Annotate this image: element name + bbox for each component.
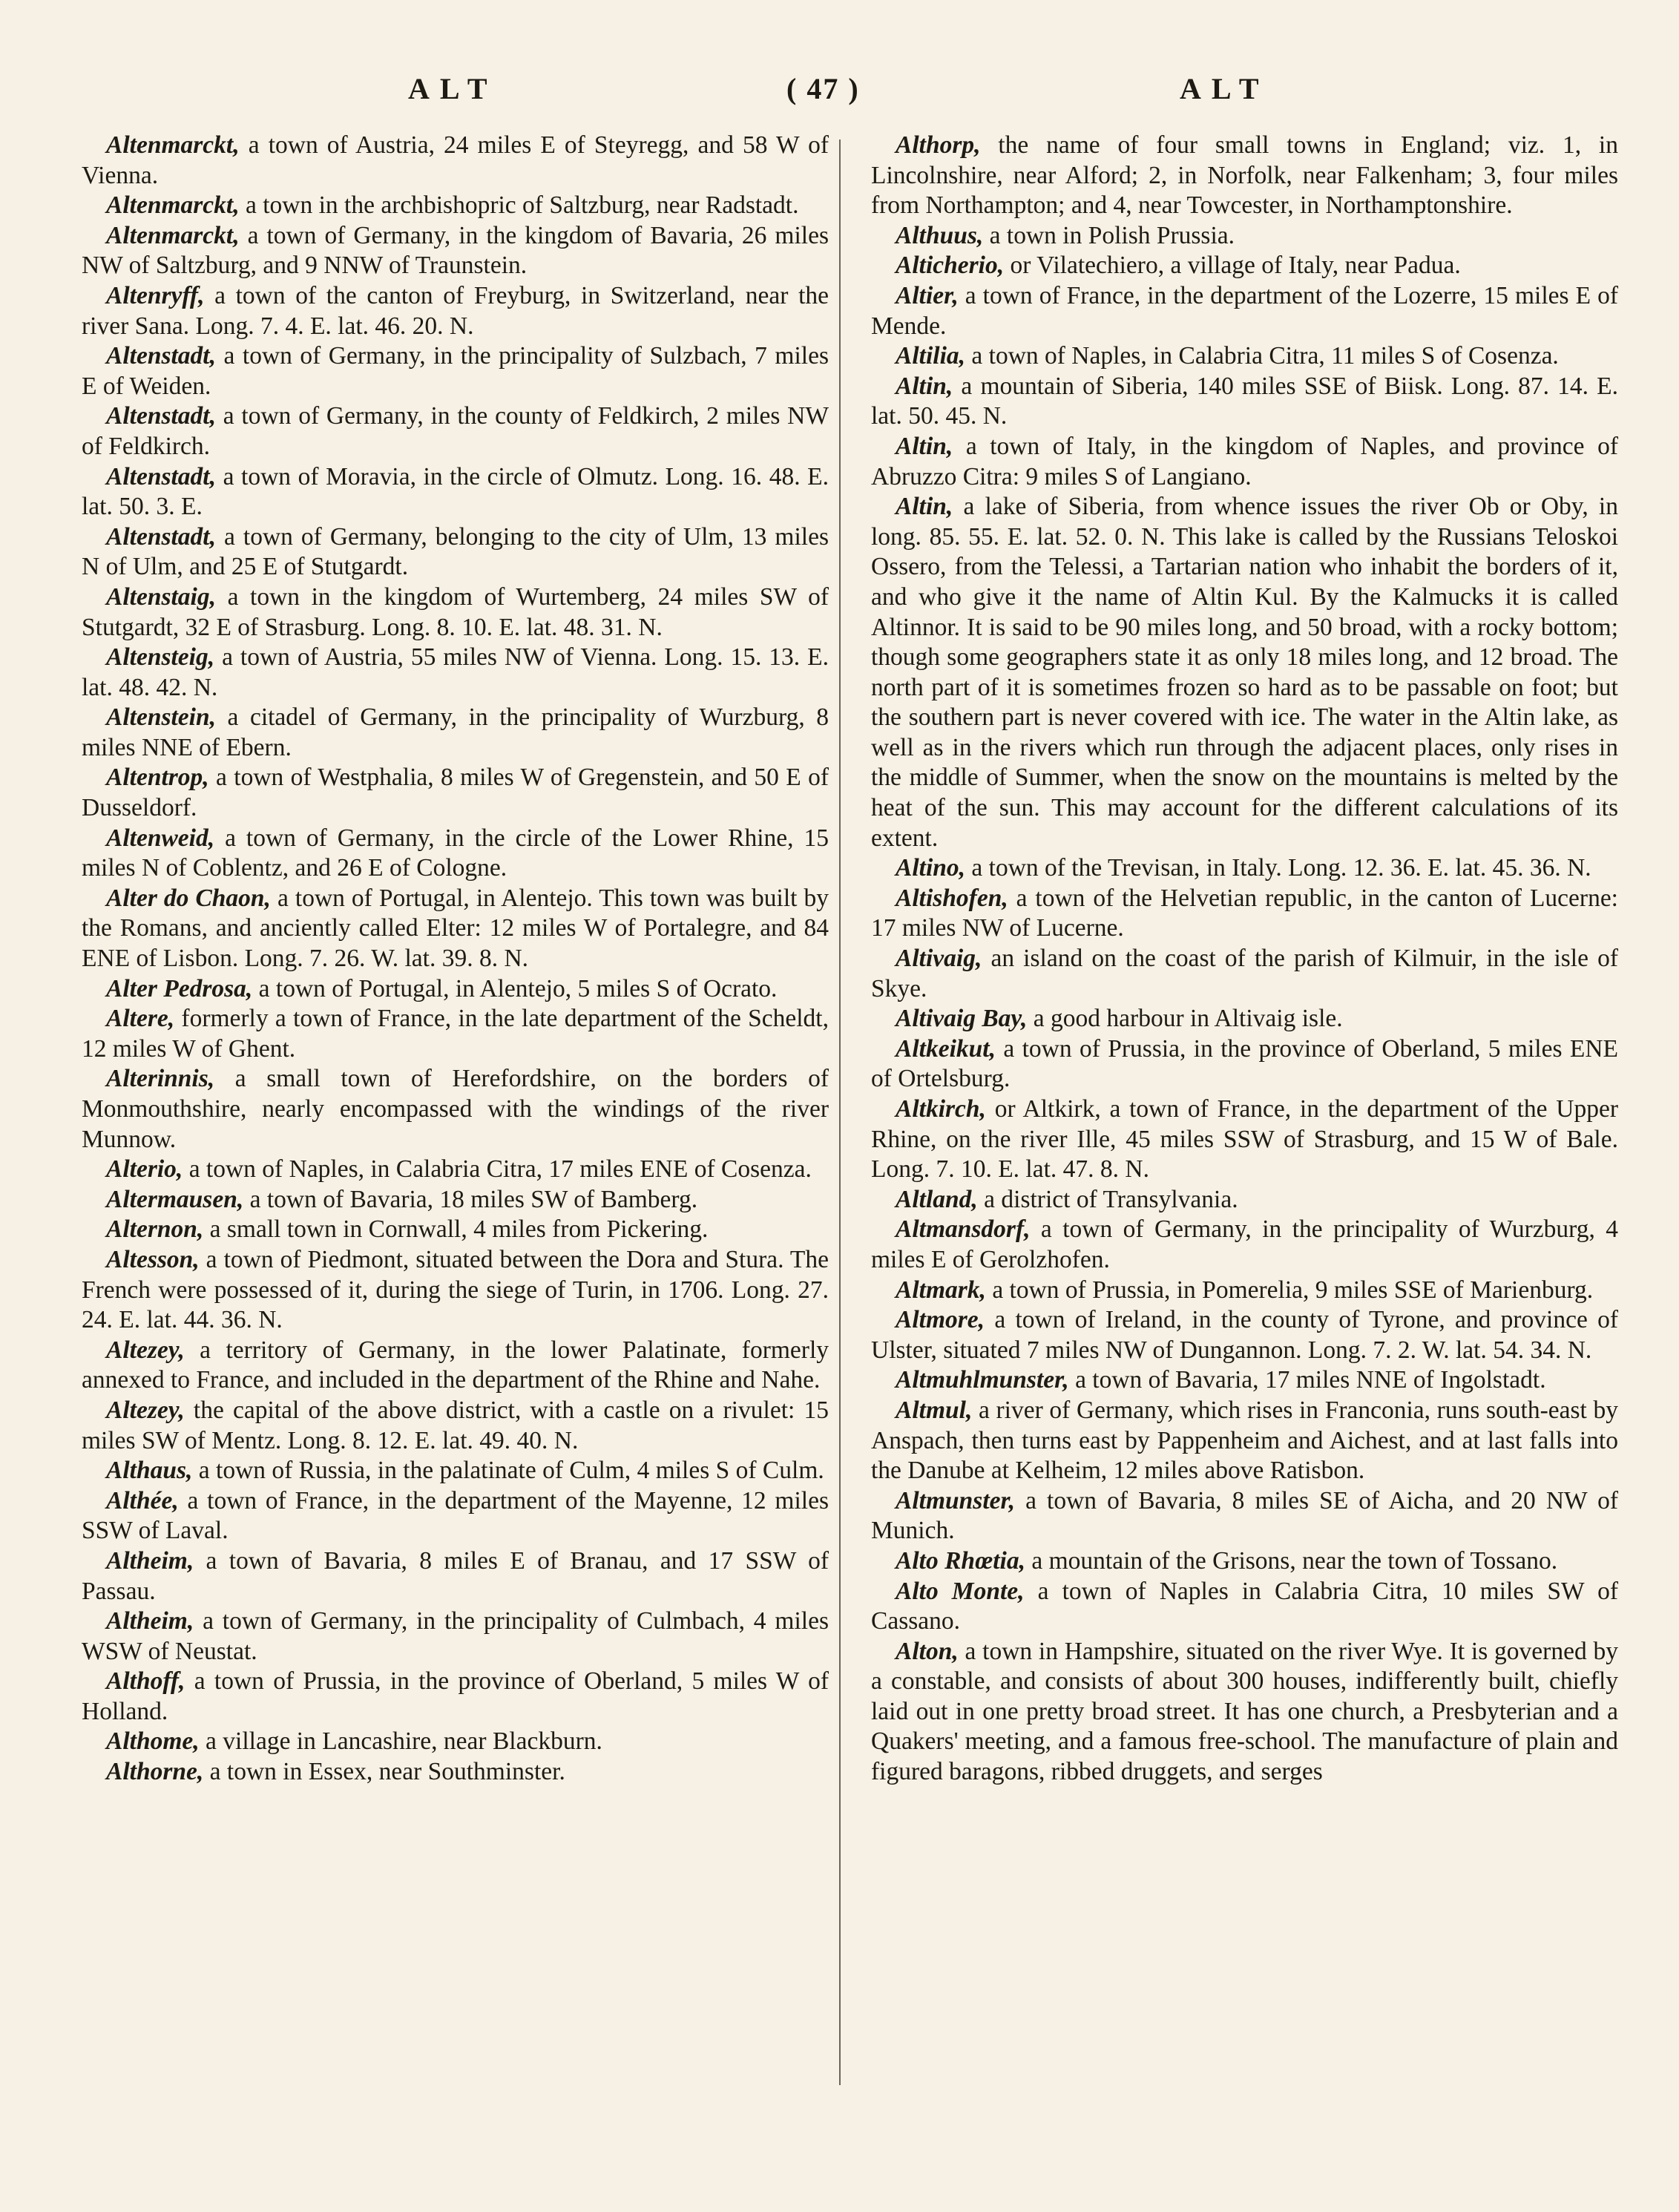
- entry-description: a town of Prussia, in the province of Oberland, 5 miles W of Holland.: [82, 1667, 829, 1725]
- entry-description: a good harbour in Altivaig isle.: [1027, 1005, 1343, 1033]
- gazetteer-entry: [82, 341, 829, 401]
- header-right-catchword: ALT: [1180, 72, 1269, 105]
- entry-description: a lake of Siberia, from whence issues the river Ob or Oby, in long. 85. 55. E. lat. 52. 0. N. This lake is called by the Russians Teloskoi Ossero, from the Telessi, a Tartarian nation who inhabit the borders of it, and who give it the name of Altin Kul. By the Kalmucks it is called Altinnor. It is said to be 90 miles long, and 50 broad, with a rocky bottom; though some geographers state it as only 18 miles long, and 12 broad. The north part of it is sometimes frozen so hard as to be passable on foot; but the southern part is never covered with ice. The water in the Altin lake, as well as in the rivers which run through the adjacent places, only rises in the middle of Summer, when the snow on the mountains is melted by the heat of the sun. This may account for the different calculations of its extent.: [871, 493, 1618, 852]
- entry-headword: Altivaig,: [896, 945, 982, 973]
- entry-headword: Altezey,: [106, 1336, 185, 1364]
- entry-headword: Alticherio,: [896, 252, 1005, 280]
- entry-headword: Altmark,: [896, 1276, 986, 1304]
- entry-headword: Altin,: [896, 493, 953, 521]
- entry-headword: Altishofen,: [896, 884, 1008, 912]
- entry-description: a town of Germany, in the circle of the Lower Rhine, 15 miles N of Coblentz, and 26 E of Cologne.: [82, 824, 829, 882]
- entry-headword: Altenstaig,: [106, 582, 216, 611]
- gazetteer-entry: [871, 131, 1618, 221]
- entry-description: a town of the Trevisan, in Italy. Long. 12. 36. E. lat. 45. 36. N.: [965, 854, 1591, 882]
- gazetteer-entry: [82, 824, 829, 884]
- entry-headword: Altensteig,: [106, 643, 215, 672]
- gazetteer-entry: [82, 401, 829, 462]
- gazetteer-entry: [82, 582, 829, 643]
- entry-description: a town of the Helvetian republic, in the canton of Lucerne: 17 miles NW of Lucerne.: [871, 884, 1618, 942]
- entry-headword: Althuus,: [896, 221, 984, 249]
- gazetteer-entry: [82, 1757, 829, 1788]
- entry-headword: Althorne,: [106, 1758, 204, 1786]
- gazetteer-entry: [82, 462, 829, 522]
- gazetteer-entry: [82, 1607, 829, 1667]
- gazetteer-entry: [82, 1155, 829, 1185]
- entry-description: the name of four small towns in England; viz. 1, in Lincolnshire, near Alford; 2, in Norfolk, near Falkenham; 3, four miles from Northampton; and 4, near Towcester, in Northamptonshire.: [871, 131, 1618, 220]
- left-column: [82, 131, 829, 1788]
- entry-headword: Althorp,: [896, 131, 981, 159]
- entry-description: a small town of Herefordshire, on the borders of Monmouthshire, nearly encompassed with the windings of the river Munnow.: [82, 1065, 829, 1153]
- gazetteer-entry: [82, 1064, 829, 1155]
- entry-headword: Altmansdorf,: [896, 1215, 1031, 1244]
- entry-headword: Altin,: [896, 432, 953, 460]
- gazetteer-entry: [82, 1215, 829, 1245]
- gazetteer-entry: [82, 131, 829, 191]
- entry-description: formerly a town of France, in the late department of the Scheldt, 12 miles W of Ghent.: [82, 1005, 829, 1063]
- entry-description: a territory of Germany, in the lower Palatinate, formerly annexed to France, and included in the department of the Rhine and Nahe.: [82, 1336, 829, 1394]
- gazetteer-entry: [871, 372, 1618, 432]
- gazetteer-entry: [82, 763, 829, 823]
- gazetteer-entry: [82, 1245, 829, 1336]
- entry-headword: Altmuhlmunster,: [896, 1366, 1069, 1394]
- entry-headword: Altmore,: [896, 1306, 985, 1334]
- entry-headword: Altino,: [896, 854, 966, 882]
- gazetteer-entry: [82, 281, 829, 341]
- gazetteer-entry: [871, 1365, 1618, 1396]
- entry-headword: Altenmarckt,: [106, 221, 240, 249]
- entry-headword: Alterinnis,: [106, 1065, 215, 1093]
- gazetteer-entry: [82, 221, 829, 281]
- entry-description: a town of Russia, in the palatinate of Culm, 4 miles S of Culm.: [192, 1457, 824, 1485]
- entry-description: a small town in Cornwall, 4 miles from Pickering.: [203, 1215, 709, 1244]
- gazetteer-entry: [871, 944, 1618, 1004]
- gazetteer-entry: [871, 432, 1618, 492]
- entry-description: a town of Germany, in the principality of Wurzburg, 4 miles E of Gerolzhofen.: [871, 1215, 1618, 1273]
- entry-description: or Altkirk, a town of France, in the department of the Upper Rhine, on the river Ille, 45 miles SSW of Strasburg, and 15 W of Bale. Long. 7. 10. E. lat. 47. 8. N.: [871, 1095, 1618, 1184]
- entry-headword: Altmul,: [896, 1396, 973, 1424]
- entry-description: an island on the coast of the parish of Kilmuir, in the isle of Skye.: [871, 945, 1618, 1002]
- gazetteer-entry: [82, 1004, 829, 1064]
- entry-headword: Altin,: [896, 372, 953, 400]
- entry-description: a town of Portugal, in Alentejo. This town was built by the Romans, and anciently called Elter: 12 miles W of Portalegre, and 84 ENE of Lisbon. Long. 7. 26. W. lat. 39. 8. N.: [82, 884, 829, 973]
- entry-headword: Alter Pedrosa,: [106, 974, 253, 1002]
- entry-description: or Vilatechiero, a village of Italy, near Padua.: [1004, 252, 1461, 280]
- header-left-catchword: ALT: [408, 72, 498, 105]
- entry-description: a town of Prussia, in Pomerelia, 9 miles SSE of Marienburg.: [985, 1276, 1594, 1304]
- entry-description: a town of Bavaria, 17 miles NNE of Ingolstadt.: [1068, 1366, 1546, 1394]
- gazetteer-entry: [82, 1336, 829, 1396]
- gazetteer-entry: [82, 1727, 829, 1757]
- entry-headword: Altenstadt,: [106, 522, 216, 551]
- entry-headword: Althoff,: [106, 1667, 185, 1696]
- gazetteer-entry: [871, 1396, 1618, 1486]
- gazetteer-entry: [82, 522, 829, 582]
- gazetteer-entry: [871, 1637, 1618, 1788]
- gazetteer-entry: [871, 1577, 1618, 1637]
- entry-headword: Altmunster,: [896, 1486, 1016, 1514]
- gazetteer-entry: [871, 1546, 1618, 1577]
- entry-headword: Altkirch,: [896, 1095, 986, 1123]
- gazetteer-entry: [871, 341, 1618, 372]
- entry-headword: Altier,: [896, 281, 959, 309]
- entry-headword: Altilia,: [896, 342, 966, 370]
- entry-description: a mountain of the Grisons, near the town of Tossano.: [1025, 1546, 1558, 1575]
- gazetteer-entry: [82, 1546, 829, 1607]
- entry-description: a district of Transylvania.: [977, 1185, 1238, 1213]
- entry-description: a citadel of Germany, in the principality of Wurzburg, 8 miles NNE of Ebern.: [82, 703, 829, 761]
- gazetteer-entry: [871, 1094, 1618, 1185]
- column-divider: [839, 140, 841, 2085]
- entry-description: a town of Bavaria, 18 miles SW of Bamberg.: [243, 1185, 698, 1213]
- entry-headword: Altenweid,: [106, 824, 215, 852]
- entry-headword: Altenmarckt,: [106, 131, 240, 159]
- gazetteer-entry: [871, 281, 1618, 341]
- entry-description: a town of Prussia, in the province of Oberland, 5 miles ENE of Ortelsburg.: [871, 1034, 1618, 1093]
- gazetteer-entry: [82, 1185, 829, 1215]
- entry-headword: Altenryff,: [106, 281, 205, 309]
- gazetteer-entry: [82, 191, 829, 221]
- gazetteer-entry: [82, 974, 829, 1005]
- entry-headword: Alterio,: [106, 1155, 183, 1184]
- gazetteer-entry: [82, 703, 829, 763]
- entry-headword: Altkeikut,: [896, 1034, 996, 1063]
- entry-headword: Altentrop,: [106, 764, 209, 792]
- gazetteer-entry: [82, 884, 829, 974]
- entry-description: a town of Naples, in Calabria Citra, 17 miles ENE of Cosenza.: [183, 1155, 812, 1184]
- gazetteer-entry: [871, 1185, 1618, 1215]
- entry-description: a town of the canton of Freyburg, in Switzerland, near the river Sana. Long. 7. 4. E. lat. 46. 20. N.: [82, 281, 829, 340]
- entry-headword: Altenstadt,: [106, 342, 216, 370]
- entry-headword: Altere,: [106, 1005, 175, 1033]
- entry-headword: Altenmarckt,: [106, 191, 240, 220]
- entry-description: a town in Polish Prussia.: [983, 221, 1235, 249]
- entry-description: a town of Piedmont, situated between the Dora and Stura. The French were possessed of it, during the siege of Turin, in 1706. Long. 27. 24. E. lat. 44. 36. N.: [82, 1245, 829, 1334]
- entry-headword: Altesson,: [106, 1245, 200, 1273]
- entry-description: a town of Italy, in the kingdom of Naples, and province of Abruzzo Citra: 9 miles S of Langiano.: [871, 432, 1618, 490]
- entry-headword: Altheim,: [106, 1546, 194, 1575]
- entry-description: a town of Moravia, in the circle of Olmutz. Long. 16. 48. E. lat. 50. 3. E.: [82, 462, 829, 521]
- entry-description: a town of Germany, in the principality of Culmbach, 4 miles WSW of Neustat.: [82, 1607, 829, 1665]
- gazetteer-entry: [871, 884, 1618, 944]
- page-number: ( 47 ): [786, 72, 860, 105]
- entry-headword: Altezey,: [106, 1396, 185, 1424]
- entry-description: a town of France, in the department of the Lozerre, 15 miles E of Mende.: [871, 281, 1618, 340]
- entry-description: a river of Germany, which rises in Franconia, runs south-east by Anspach, then turns east by Pappenheim and Aichest, and at last falls into the Danube at Kelheim, 12 miles above Ratisbon.: [871, 1396, 1618, 1485]
- entry-description: the capital of the above district, with a castle on a rivulet: 15 miles SW of Mentz. Long. 8. 12. E. lat. 49. 40. N.: [82, 1396, 829, 1454]
- entry-headword: Altland,: [896, 1185, 978, 1213]
- entry-description: a town of Austria, 24 miles E of Steyregg, and 58 W of Vienna.: [82, 131, 829, 189]
- entry-description: a town of Naples in Calabria Citra, 10 miles SW of Cassano.: [871, 1577, 1618, 1635]
- entry-description: a town in the archbishopric of Saltzburg, near Radstadt.: [239, 191, 799, 220]
- gazetteer-entry: [871, 1034, 1618, 1094]
- gazetteer-entry: [871, 492, 1618, 853]
- entry-headword: Altenstein,: [106, 703, 216, 732]
- entry-headword: Altenstadt,: [106, 402, 216, 430]
- entry-headword: Alternon,: [106, 1215, 204, 1244]
- entry-description: a town in Essex, near Southminster.: [203, 1758, 565, 1786]
- right-column: [871, 131, 1618, 1788]
- entry-description: a town of Austria, 55 miles NW of Vienna. Long. 15. 13. E. lat. 48. 42. N.: [82, 643, 829, 701]
- gazetteer-entry: [871, 1276, 1618, 1306]
- entry-headword: Altermausen,: [106, 1185, 244, 1213]
- entry-description: a town in Hampshire, situated on the river Wye. It is governed by a constable, and consists of about 300 houses, indifferently built, chiefly laid out in one pretty broad street. It has one church, a Presbyterian and a Quakers' meeting, and a famous free-school. The manufacture of plain and figured baragons, ribbed druggets, and serges: [871, 1637, 1618, 1786]
- entry-headword: Althome,: [106, 1727, 200, 1756]
- entry-description: a town of Portugal, in Alentejo, 5 miles S of Ocrato.: [252, 974, 778, 1002]
- gazetteer-entry: [871, 1215, 1618, 1275]
- gazetteer-entry: [82, 643, 829, 703]
- entry-description: a town of Germany, in the principality of Sulzbach, 7 miles E of Weiden.: [82, 342, 829, 400]
- entry-description: a town of Germany, in the kingdom of Bavaria, 26 miles NW of Saltzburg, and 9 NNW of Traunstein.: [82, 221, 829, 280]
- gazetteer-entry: [871, 1004, 1618, 1034]
- gazetteer-entry: [82, 1456, 829, 1486]
- entry-headword: Alton,: [896, 1637, 959, 1665]
- gazetteer-entry: [82, 1396, 829, 1456]
- entry-headword: Altenstadt,: [106, 462, 216, 490]
- gazetteer-entry: [82, 1667, 829, 1727]
- entry-description: a town of Naples, in Calabria Citra, 11 miles S of Cosenza.: [965, 342, 1559, 370]
- entry-description: a town in the kingdom of Wurtemberg, 24 miles SW of Stutgardt, 32 E of Strasburg. Long. 8. 10. E. lat. 48. 31. N.: [82, 582, 829, 641]
- entry-headword: Alto Rhœtia,: [896, 1546, 1025, 1575]
- entry-description: a town of Bavaria, 8 miles E of Branau, and 17 SSW of Passau.: [82, 1546, 829, 1605]
- gazetteer-entry: [871, 221, 1618, 252]
- entry-description: a town of Germany, in the county of Feldkirch, 2 miles NW of Feldkirch.: [82, 402, 829, 460]
- entry-headword: Alter do Chaon,: [106, 884, 271, 912]
- entry-headword: Altivaig Bay,: [896, 1005, 1028, 1033]
- entry-description: a town of Germany, belonging to the city of Ulm, 13 miles N of Ulm, and 25 E of Stutgardt.: [82, 522, 829, 581]
- gazetteer-entry: [871, 1486, 1618, 1546]
- entry-description: a town of Bavaria, 8 miles SE of Aicha, and 20 NW of Munich.: [871, 1486, 1618, 1545]
- gazetteer-entry: [871, 251, 1618, 281]
- entry-description: a mountain of Siberia, 140 miles SSE of Biisk. Long. 87. 14. E. lat. 50. 45. N.: [871, 372, 1618, 430]
- entry-headword: Altheim,: [106, 1607, 194, 1635]
- entry-description: a town of Ireland, in the county of Tyrone, and province of Ulster, situated 7 miles NW of Dungannon. Long. 7. 2. W. lat. 54. 34. N.: [871, 1306, 1618, 1364]
- entry-description: a town of Westphalia, 8 miles W of Gregenstein, and 50 E of Dusseldorf.: [82, 764, 829, 822]
- gazetteer-entry: [871, 853, 1618, 884]
- entry-description: a town of France, in the department of the Mayenne, 12 miles SSW of Laval.: [82, 1486, 829, 1545]
- entry-headword: Althée,: [106, 1486, 179, 1514]
- entry-description: a village in Lancashire, near Blackburn.: [199, 1727, 602, 1756]
- entry-headword: Alto Monte,: [896, 1577, 1025, 1605]
- entry-headword: Althaus,: [106, 1457, 193, 1485]
- gazetteer-entry: [871, 1305, 1618, 1365]
- gazetteer-entry: [82, 1486, 829, 1546]
- page-header: [82, 71, 1603, 116]
